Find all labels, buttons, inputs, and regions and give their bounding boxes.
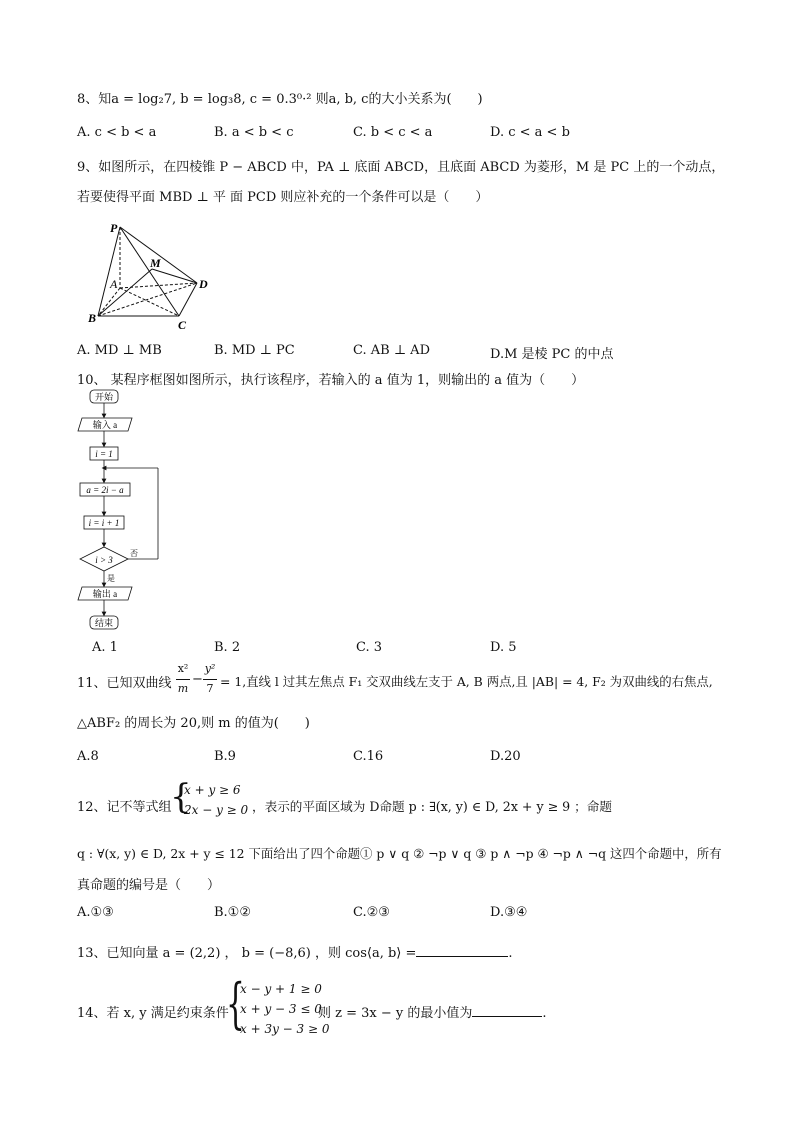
q11-frac2-num: y² xyxy=(204,662,216,675)
q11-option-d: D.20 xyxy=(490,749,521,764)
q12-line2: q : ∀(x, y) ∈ D, 2x + y ≤ 12 下面给出了四个命题① p ∨ q ② ¬p ∨ q ③ p ∧ ¬p ④ ¬p ∧ ¬q 这四个命题中，所有 xyxy=(77,846,722,861)
flow-output-text: 输出 a xyxy=(92,589,118,599)
q11-frac1-bar xyxy=(176,679,190,680)
q14-period: . xyxy=(542,1006,547,1021)
flow-step2-text: i = i + 1 xyxy=(88,518,120,528)
q8-option-c: C. b < c < a xyxy=(353,125,433,140)
q13-stem xyxy=(77,942,513,961)
q11-frac1-den: m xyxy=(177,682,189,695)
q13-answer-blank[interactable] xyxy=(416,944,508,957)
q12-option-c: C.②③ xyxy=(353,905,390,920)
q14-constraint-1: x − y + 1 ≥ 0 xyxy=(240,982,322,996)
q12-line3: 真命题的编号是（ ） xyxy=(77,878,221,893)
label-m: M xyxy=(150,256,161,270)
edge-cd xyxy=(179,283,197,316)
q13-period: . xyxy=(508,946,513,961)
flow-cond-text: i > 3 xyxy=(95,555,113,565)
q9-option-a: A. MD ⊥ MB xyxy=(77,343,162,358)
flow-init-text: i = 1 xyxy=(95,449,113,459)
q8-option-b: B. a < b < c xyxy=(214,125,294,140)
q12-prefix: 12、记不等式组 xyxy=(77,800,172,815)
flow-end-text: 结束 xyxy=(94,618,114,628)
q11-prefix: 11、已知双曲线 xyxy=(77,676,172,691)
label-b: B xyxy=(88,311,97,325)
q11-option-a: A.8 xyxy=(77,749,99,764)
edge-pd xyxy=(120,227,197,283)
q9-stem-line1: 9、如图所示，在四棱锥 P − ABCD 中，PA ⊥ 底面 ABCD，且底面 ABCD 为菱形，M 是 PC 上的一个动点， xyxy=(77,160,725,175)
q14-brace: { xyxy=(226,972,245,1035)
label-c: C xyxy=(178,318,187,332)
q8-stem: 8、知a = log₂7, b = log₃8, c = 0.3⁰·² 则a, b, c的大小关系为( ) xyxy=(77,92,483,107)
q11-option-b: B.9 xyxy=(214,749,236,764)
q11-option-c: C.16 xyxy=(353,749,384,764)
edge-md xyxy=(152,269,197,283)
q10-option-c: C. 3 xyxy=(356,640,383,655)
q14-prefix: 14、若 x, y 满足约束条件 xyxy=(77,1006,229,1021)
flow-step1-text: a = 2i − a xyxy=(86,485,124,495)
q11-line2: △ABF₂ 的周长为 20,则 m 的值为( ) xyxy=(77,716,310,731)
q9-option-d: D.M 是棱 PC 的中点 xyxy=(490,347,614,362)
q8-option-d: D. c < a < b xyxy=(490,125,570,140)
q13-text: 13、已知向量 a = (2,2) ， b = (−8,6) ，则 cos⟨a, b⟩ = xyxy=(77,946,417,961)
q14-suffix-line xyxy=(318,1002,547,1021)
edge-pb xyxy=(98,227,120,316)
q14-answer-blank[interactable] xyxy=(472,1004,542,1017)
q9-pyramid-figure xyxy=(86,218,216,336)
q9-stem-line2: 若要使得平面 MBD ⊥ 平 面 PCD 则应补充的一个条件可以是（ ） xyxy=(77,190,489,205)
q9-option-c: C. AB ⊥ AD xyxy=(353,343,430,358)
q12-option-b: B.①② xyxy=(214,905,251,920)
flow-start-text: 开始 xyxy=(94,392,114,402)
q8-option-a: A. c < b < a xyxy=(77,125,157,140)
q10-option-a: A. 1 xyxy=(92,640,118,655)
q14-constraint-2: x + y − 3 ≤ 0 xyxy=(240,1002,322,1016)
q10-option-b: B. 2 xyxy=(214,640,241,655)
q12-brace: { xyxy=(170,777,192,817)
q12-option-d: D.③④ xyxy=(490,905,528,920)
q10-stem: 10、 某程序框图如图所示，执行该程序，若输入的 a 值为 1，则输出的 a 值为（ ） xyxy=(77,373,585,388)
flow-yes-label: 是 xyxy=(107,574,115,583)
q12-suffix: ，表示的平面区域为 D命题 p : ∃(x, y) ∈ D, 2x + y ≥ 9 ；命题 xyxy=(252,799,612,814)
q12-ineq-1: x + y ≥ 6 xyxy=(184,783,241,797)
q10-flowchart xyxy=(72,388,172,634)
label-p: P xyxy=(110,221,118,235)
q11-suffix: = 1,直线 l 过其左焦点 F₁ 交双曲线左支于 A, B 两点,且 |AB| = 4, F₂ 为双曲线的右焦点, xyxy=(220,674,713,689)
q11-frac1-num: x² xyxy=(177,662,189,675)
q11-frac2-bar xyxy=(203,679,217,680)
q11-minus: − xyxy=(192,672,203,687)
q12-ineq-2: 2x − y ≥ 0 xyxy=(184,803,249,817)
label-d: D xyxy=(199,277,208,291)
edge-bm xyxy=(98,269,152,316)
q11-frac2-den: 7 xyxy=(206,682,214,695)
flow-input-text: 输入 a xyxy=(92,420,118,430)
q14-constraint-3: x + 3y − 3 ≥ 0 xyxy=(240,1022,330,1036)
q12-option-a: A.①③ xyxy=(77,905,114,920)
q14-suffix: 则 z = 3x − y 的最小值为 xyxy=(318,1006,473,1021)
q9-option-b: B. MD ⊥ PC xyxy=(214,343,295,358)
flow-no-label: 否 xyxy=(130,549,138,558)
q10-option-d: D. 5 xyxy=(490,640,517,655)
label-a: A xyxy=(110,277,118,291)
